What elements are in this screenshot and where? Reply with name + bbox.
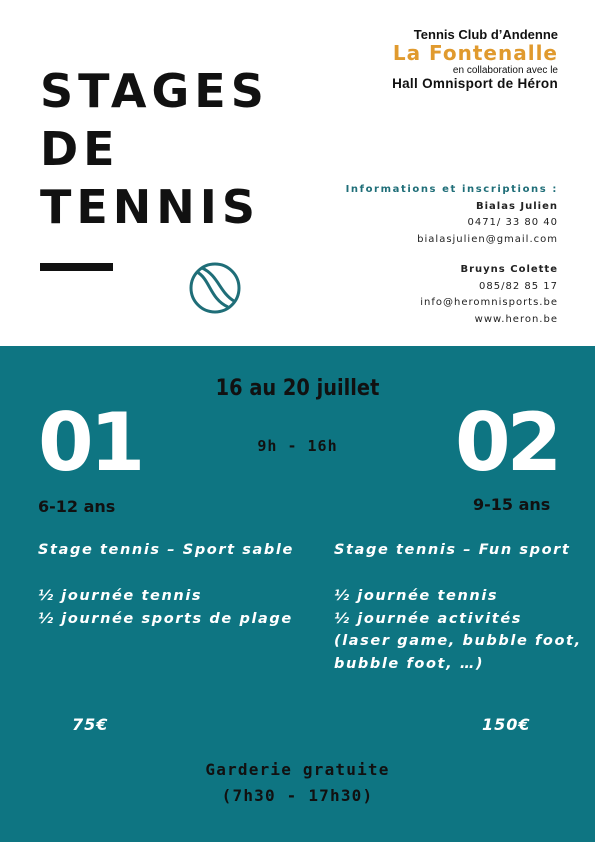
garderie-hours: (7h30 - 17h30): [221, 786, 374, 805]
contact1-name: Bialas Julien: [475, 200, 558, 212]
contact2-website[interactable]: www.heron.be: [474, 313, 558, 325]
stage1-age: 6-12 ans: [38, 497, 116, 516]
contact1-email[interactable]: bialasjulien@gmail.com: [417, 233, 558, 245]
stage1-title: Stage tennis – Sport sable: [38, 542, 294, 558]
stage2-line: (laser game, bubble foot,: [334, 633, 582, 649]
club-header: [392, 27, 558, 91]
title-tennis: TENNIS: [40, 180, 261, 234]
stage1-price: 75€: [72, 715, 109, 734]
title-de: DE: [40, 122, 120, 176]
stage2-lines: [334, 585, 582, 675]
stage-hours: 9h - 16h: [257, 437, 338, 455]
tennis-ball-icon: [188, 261, 242, 315]
club-collab: en collaboration avec le: [452, 65, 558, 76]
stage-dates: 16 au 20 juillet: [215, 376, 380, 401]
club-name: Tennis Club d’Andenne: [413, 27, 558, 42]
stage2-line: ½ journée tennis: [334, 588, 499, 604]
stage2-age: 9-15 ans: [473, 495, 551, 514]
contact1-phone[interactable]: 0471/ 33 80 40: [467, 217, 558, 228]
contact2-name: Bruyns Colette: [460, 264, 558, 275]
stage2-number: 02: [455, 396, 559, 489]
stage1-line: ½ journée sports de plage: [38, 610, 293, 627]
club-hall: Hall Omnisport de Héron: [392, 76, 558, 91]
contact-info: [346, 182, 558, 328]
garderie-label: Garderie gratuite: [205, 760, 390, 779]
stage2-line: ½ journée activités: [334, 610, 523, 627]
title-stages: STAGES: [40, 64, 269, 118]
title-underline: [40, 263, 113, 271]
contact2-phone[interactable]: 085/82 85 17: [479, 280, 558, 292]
info-heading: Informations et inscriptions :: [345, 184, 558, 195]
stage1-line: ½ journée tennis: [38, 588, 203, 604]
stage1-number: 01: [38, 396, 142, 489]
stage2-line: bubble foot, …): [334, 655, 485, 672]
club-brand: La Fontenalle: [392, 41, 558, 65]
stage2-price: 150€: [482, 715, 531, 734]
contact2-email[interactable]: info@heromnisports.be: [420, 297, 558, 308]
stage2-title: Stage tennis – Fun sport: [334, 542, 571, 558]
stage1-lines: [38, 585, 293, 630]
